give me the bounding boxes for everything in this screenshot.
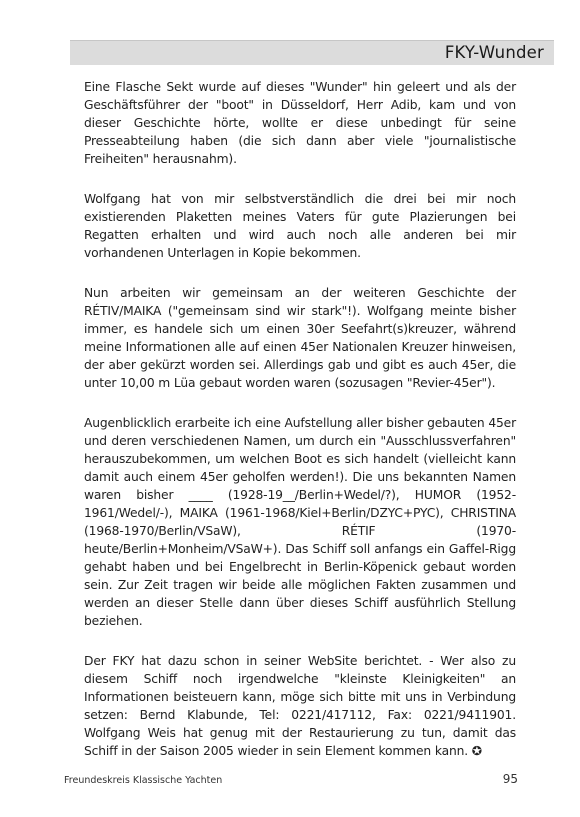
paragraph-3: Nun arbeiten wir gemeinsam an der weiteren Geschichte der RÉTIV/MAIKA ("gemeinsam sind wir stark"!). Wolfgang meinte bisher immer, es handele sich um einen 30er Seefahrt(s)kreuzer, während meine Informationen alle auf einen 45er Nationalen Kreuzer hinweisen, der aber gekürzt worden sei. Allerdings gab und gibt es auch 45er, die unter 10,00 m Lüa gebaut worden waren (sozusagen "Revier-45er"). <box>84 286 516 390</box>
paragraph-4: Augenblicklich erarbeite ich eine Aufstellung aller bisher gebauten 45er und deren verschiedenen Namen, um durch ein "Ausschlussverfahren" herauszubekommen, um welchen Boot es sich handelt (vielleicht kann damit auch einem 45er geholfen werden!). Die uns bekannten Namen waren bisher ____ (1928-19__/Berlin+Wedel/?), HUMOR (1952-1961/Wedel/-), MAIKA (1961-1968/Kiel+Berlin/DZYC+PYC), CHRISTINA (1968-1970/Berlin/VSaW), RÉTIF (1970-heute/Berlin+Monheim/VSaW+). Das Schiff soll anfangs ein Gaffel-Rigg gehabt haben und bei Engelbrecht in Berlin-Köpenick gebaut worden sein. Zur Zeit tragen wir beide alle möglichen Fakten zusammen und werden an dieser Stelle dann über dieses Schiff ausführlich Stellung beziehen. <box>84 416 516 628</box>
page-number: 95 <box>502 772 518 786</box>
footer-publication: Freundeskreis Klassische Yachten <box>64 775 223 786</box>
paragraph-1: Eine Flasche Sekt wurde auf dieses "Wunder" hin geleert und als der Geschäftsführer der "boot" in Düsseldorf, Herr Adib, kam und von dieser Geschichte hörte, wollte er diese unbedingt für seine Presseabteilung haben (die sich dann aber viele "journalistische Freiheiten" herausnahm). <box>84 80 516 166</box>
article-body <box>84 78 516 782</box>
paragraph-5: Der FKY hat dazu schon in seiner WebSite berichtet. - Wer also zu diesem Schiff noch irgendwelche "kleinste Kleinigkeiten" an Informationen beisteuern kann, möge sich bitte mit uns in Verbindung setzen: Bernd Klabunde, Tel: 0221/417112, Fax: 0221/9411901. Wolfgang Weis hat genug mit der Restaurierung zu tun, damit das Schiff in der Saison 2005 wieder in sein Element kommen kann. ✪ <box>84 654 516 758</box>
paragraph-2: Wolfgang hat von mir selbstverständlich die drei bei mir noch existierenden Plaketten meines Vaters für gute Plazierungen bei Regatten erhalten und wird auch noch alle anderen bei mir vorhandenen Unterlagen in Kopie bekommen. <box>84 192 516 260</box>
page-title: FKY-Wunder <box>444 43 544 62</box>
page-header-bar <box>70 40 554 65</box>
